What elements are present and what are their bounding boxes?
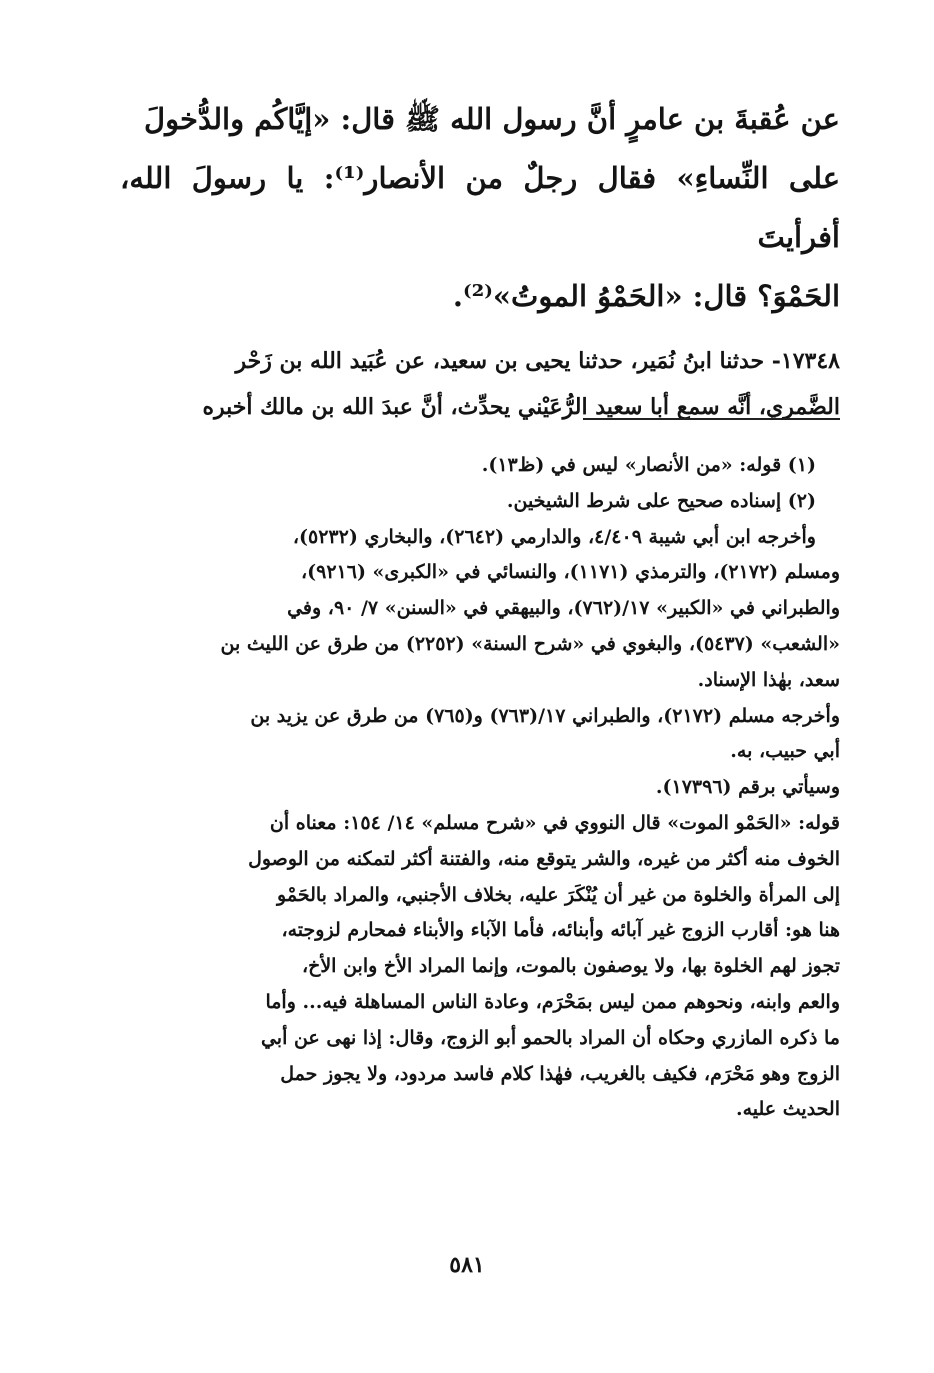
hadith-line: الضَّمري، أنَّه سمع أبا سعيد الرُّعَيْني يحدِّث، أنَّ عبدَ الله بن مالك أخبره [202, 394, 840, 420]
footnote-line: وأخرجه مسلم (٢١٧٢)، والطبراني ١٧/(٧٦٣) و(٧٦٥) من طرق عن يزيد بن [250, 704, 840, 727]
main-text [120, 90, 840, 430]
footnote-line: هنا هو: أقارب الزوج غير آبائه وأبنائه، فأما الآباء والأبناء فمحارم لزوجته، [281, 919, 840, 942]
main-line: الحَمْوَ؟ قال: «الحَمْوُ الموتُ»⁽²⁾. [452, 279, 840, 313]
page-number: ٥٨١ [449, 1252, 485, 1278]
main-line: عن عُقبةَ بن عامرٍ أنَّ رسول الله ﷺ قال: «إيَّاكُم والدُّخولَ [144, 102, 840, 136]
main-line: على النِّساءِ» فقال رجلٌ من الأنصار⁽¹⁾: يا رسولَ الله، أفرأيتَ [120, 161, 841, 254]
footnote-line: قوله: «الحَمْو الموت» قال النووي في «شرح مسلم» ١٤/ ١٥٤: معناه أن [269, 811, 840, 834]
footnote-line: الزوج وهو مَحْرَم، فكيف بالغريب، فهٰذا كلام فاسد مردود، ولا يجوز حمل [280, 1062, 840, 1085]
footnote-2: (٢) إسناده صحيح على شرط الشيخين. [506, 489, 816, 512]
footnote-1: (١) قوله: «من الأنصار» ليس في (ظ١٣). [481, 454, 816, 476]
footnote-line: «الشعب» (٥٤٣٧)، والبغوي في «شرح السنة» (٢٢٥٢) من طرق عن الليث بن [220, 632, 840, 655]
footnote-line: ما ذكره المازري وحكاه أن المراد بالحمو أبو الزوج، وقال: إذا نهى عن أبي [260, 1026, 840, 1049]
footnote-line: ومسلم (٢١٧٢)، والترمذي (١١٧١)، والنسائي في «الكبرى» (٩٢١٦)، [300, 561, 840, 584]
footnote-line: الخوف منه أكثر من غيره، والشر يتوقع منه، والفتنة أكثر لتمكنه من الوصول [248, 847, 840, 870]
footnote-line: سعد، بهٰذا الإسناد. [697, 668, 840, 691]
footnote-line: إلى المرأة والخلوة من غير أن يُنْكَرَ عليه، بخلاف الأجنبي، والمراد بالحَمْو [277, 883, 840, 906]
footnote-separator [583, 418, 840, 420]
footnote-line: وسيأتي برقم (١٧٣٩٦). [655, 776, 840, 799]
hadith-17348 [120, 338, 840, 430]
footnote-line: وأخرجه ابن أبي شيبة ٤/٤٠٩، والدارمي (٢٦٤٢)، والبخاري (٥٢٣٢)، [292, 525, 816, 548]
footnote-line: والطبراني في «الكبير» ١٧/(٧٦٢)، والبيهقي في «السنن» ٧/ ٩٠، وفي [287, 597, 840, 620]
footnote-line: أبي حبيب، به. [730, 740, 840, 763]
footnote-line: والعم وابنه، ونحوهم ممن ليس بمَحْرَم، وعادة الناس المساهلة فيه... وأما [265, 990, 840, 1013]
footnote-line: الحديث عليه. [735, 1098, 840, 1121]
hadith-line: ١٧٣٤٨- حدثنا ابنُ نُمَير، حدثنا يحيى بن سعيد، عن عُبَيد الله بن زَحْر [235, 348, 840, 374]
footnotes [128, 448, 840, 1128]
footnote-line: تجوز لهم الخلوة بها، ولا يوصفون بالموت، وإنما المراد الأخ وابن الأخ، [301, 955, 840, 978]
